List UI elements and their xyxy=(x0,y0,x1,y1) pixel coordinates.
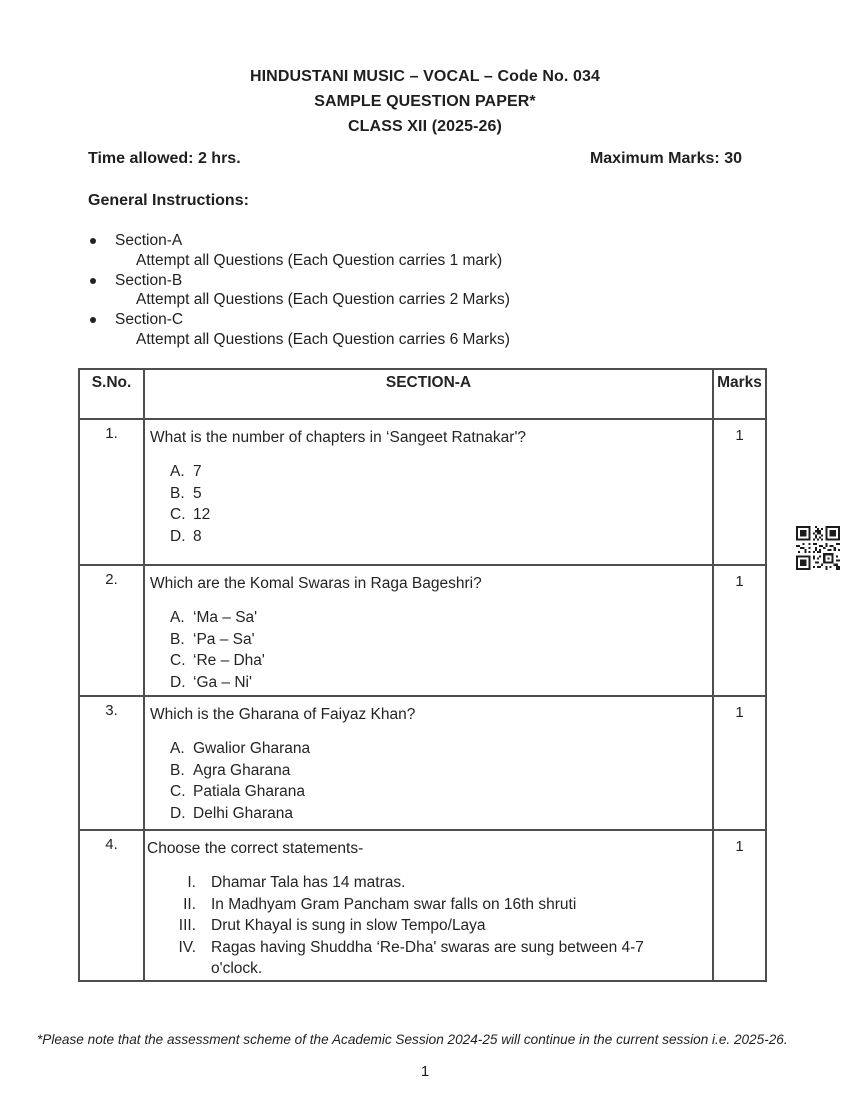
table-header-row xyxy=(79,369,766,419)
option-label: C. xyxy=(170,506,186,523)
statements-list xyxy=(151,872,704,980)
option-row xyxy=(170,650,704,672)
time-allowed-label: Time allowed: 2 hrs. xyxy=(88,150,241,167)
question-text: Which is the Gharana of Faiyaz Khan? xyxy=(150,706,416,723)
statement-row xyxy=(151,894,704,916)
statement-label: IV. xyxy=(178,938,196,956)
option-row xyxy=(170,526,704,548)
question-row-2 xyxy=(79,565,766,696)
option-text: 5 xyxy=(193,484,202,502)
statement-label: III. xyxy=(178,917,196,934)
instruction-section-name: Section-A xyxy=(115,232,183,249)
option-label: A. xyxy=(170,609,185,626)
option-text: ‘Ma – Sa' xyxy=(193,609,258,626)
bullet-icon xyxy=(90,238,96,244)
question-number: 1. xyxy=(79,419,144,565)
general-instructions-heading: General Instructions: xyxy=(88,192,249,209)
question-text: Choose the correct statements- xyxy=(147,840,364,857)
statement-row xyxy=(151,915,704,937)
instruction-item xyxy=(88,271,510,311)
instruction-section-line xyxy=(88,310,510,330)
question-body xyxy=(144,696,713,830)
option-label: B. xyxy=(170,484,185,502)
option-text: 12 xyxy=(193,506,211,523)
option-row xyxy=(170,738,704,760)
option-label: A. xyxy=(170,463,185,480)
question-marks: 1 xyxy=(713,565,766,696)
instruction-detail: Attempt all Questions (Each Question carries 2 Marks) xyxy=(136,291,510,309)
question-table xyxy=(78,368,767,982)
statement-text: Drut Khayal is sung in slow Tempo/Laya xyxy=(211,917,486,934)
instruction-detail: Attempt all Questions (Each Question carries 6 Marks) xyxy=(136,330,510,348)
maximum-marks-label: Maximum Marks: 30 xyxy=(589,150,742,167)
instruction-section-line xyxy=(88,231,510,251)
question-body xyxy=(144,419,713,565)
question-marks: 1 xyxy=(713,830,766,981)
column-header-sno: S.No. xyxy=(79,369,144,419)
option-row xyxy=(170,461,704,483)
question-body xyxy=(144,565,713,696)
statement-row xyxy=(151,937,704,980)
option-row xyxy=(170,781,704,803)
option-text: 8 xyxy=(193,527,202,545)
qr-code-icon xyxy=(795,526,841,570)
exam-meta-row xyxy=(88,150,742,168)
question-number: 4. xyxy=(79,830,144,981)
statement-text: In Madhyam Gram Pancham swar falls on 16th shruti xyxy=(211,895,577,913)
instruction-item xyxy=(88,310,510,350)
option-text: ‘Ga – Ni' xyxy=(193,673,252,691)
options-list xyxy=(170,607,704,693)
option-label: D. xyxy=(170,804,186,822)
option-text: Patiala Gharana xyxy=(193,783,306,800)
general-instructions-list xyxy=(88,231,510,350)
question-row-4 xyxy=(79,830,766,981)
statement-text: Ragas having Shuddha ‘Re-Dha' swaras are sung between 4-7 o'clock. xyxy=(211,938,644,977)
statement-label: I. xyxy=(187,874,196,891)
title-line-3: CLASS XII (2025-26) xyxy=(348,118,502,135)
option-label: C. xyxy=(170,783,186,800)
option-row xyxy=(170,760,704,782)
option-text: Agra Gharana xyxy=(193,761,291,779)
title-line-1: HINDUSTANI MUSIC – VOCAL – Code No. 034 xyxy=(249,68,601,85)
option-text: ‘Re – Dha' xyxy=(193,652,265,669)
question-row-3 xyxy=(79,696,766,830)
statement-label: II. xyxy=(183,895,196,913)
option-label: B. xyxy=(170,630,185,648)
instruction-section-name: Section-B xyxy=(115,271,183,289)
page-number: 1 xyxy=(420,1063,430,1080)
bullet-icon xyxy=(90,317,96,323)
question-number: 2. xyxy=(79,565,144,696)
statement-text: Dhamar Tala has 14 matras. xyxy=(211,874,406,891)
instruction-section-name: Section-C xyxy=(115,311,184,329)
option-row xyxy=(170,803,704,825)
question-body xyxy=(144,830,713,981)
question-marks: 1 xyxy=(713,696,766,830)
question-marks: 1 xyxy=(713,419,766,565)
option-label: D. xyxy=(170,527,186,545)
instruction-detail: Attempt all Questions (Each Question carries 1 mark) xyxy=(136,251,503,269)
document-title xyxy=(0,64,850,139)
option-label: C. xyxy=(170,652,186,669)
option-row xyxy=(170,672,704,694)
question-text: What is the number of chapters in ‘Sangeet Ratnakar'? xyxy=(150,429,527,446)
question-row-1 xyxy=(79,419,766,565)
column-header-marks: Marks xyxy=(713,369,766,419)
assessment-footnote: *Please note that the assessment scheme of the Academic Session 2024-25 will continue in the current session i.e. 2025-26. xyxy=(37,1032,788,1047)
option-text: Delhi Gharana xyxy=(193,804,293,822)
section-a-header: SECTION-A xyxy=(144,369,713,419)
instruction-section-line xyxy=(88,271,510,291)
option-row xyxy=(170,483,704,505)
instruction-item xyxy=(88,231,510,271)
options-list xyxy=(170,738,704,824)
option-label: D. xyxy=(170,673,186,691)
option-text: 7 xyxy=(193,463,202,480)
question-number: 3. xyxy=(79,696,144,830)
option-row xyxy=(170,504,704,526)
option-label: B. xyxy=(170,761,185,779)
option-label: A. xyxy=(170,740,185,757)
option-row xyxy=(170,629,704,651)
option-text: Gwalior Gharana xyxy=(193,740,311,757)
title-line-2: SAMPLE QUESTION PAPER* xyxy=(314,93,536,110)
bullet-icon xyxy=(90,278,96,284)
statement-row xyxy=(151,872,704,894)
options-list xyxy=(170,461,704,547)
option-row xyxy=(170,607,704,629)
option-text: ‘Pa – Sa' xyxy=(193,630,255,648)
question-text: Which are the Komal Swaras in Raga Bageshri? xyxy=(150,575,482,592)
